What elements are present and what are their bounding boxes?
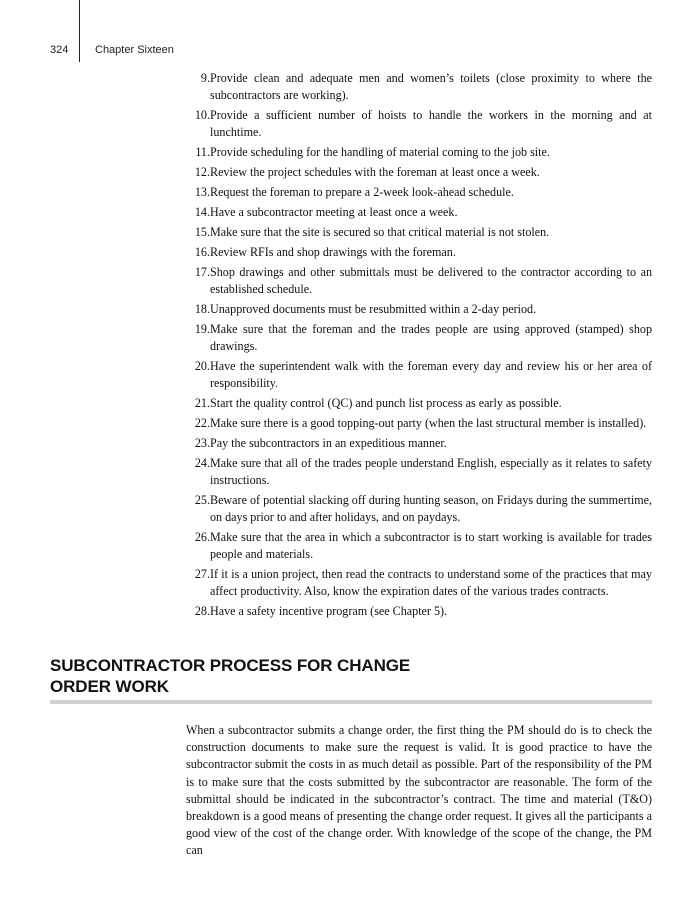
recommendation-list (186, 70, 652, 623)
list-item (186, 301, 652, 318)
chapter-title: Chapter Sixteen (95, 44, 174, 56)
list-item-text: Have a safety incentive program (see Chapter 5). (210, 604, 448, 618)
list-item (186, 244, 652, 261)
list-item-number: 17. (194, 265, 210, 279)
list-item-text: Request the foreman to prepare a 2-week look-ahead schedule. (210, 185, 514, 199)
list-item-text: Make sure that the area in which a subcontractor is to start working is available for trades people and materials. (210, 530, 652, 561)
list-item-number: 28. (194, 604, 210, 618)
list-item-number: 10. (194, 108, 210, 122)
list-item-number: 22. (194, 416, 210, 430)
header-vertical-rule (79, 0, 80, 62)
list-item (186, 435, 652, 452)
list-item-number: 16. (194, 245, 210, 259)
list-item-text: Make sure that the foreman and the trades people are using approved (stamped) shop drawings. (210, 322, 652, 353)
list-item (186, 492, 652, 526)
list-item (186, 70, 652, 104)
list-item (186, 264, 652, 298)
body-paragraph: When a subcontractor submits a change order, the first thing the PM should do is to check the construction documents to make sure the request is valid. It is good practice to have the subcontractor submit the costs in as much detail as possible. Part of the responsibility of the PM is to make sure that the costs submitted by the subcontractor are reasonable. The form of the submittal should be indicated in the subcontractor’s contract. The time and material (T&O) breakdown is a good means of presenting the change order request. It gives all the participants a good view of the cost of the change order. With knowledge of the scope of the change, the PM can (186, 723, 652, 858)
list-item-text: Make sure there is a good topping-out party (when the last structural member is installed). (210, 416, 647, 430)
list-item (186, 603, 652, 620)
section-heading-line-1: SUBCONTRACTOR PROCESS FOR CHANGE (50, 656, 411, 675)
page-number: 324 (50, 44, 69, 56)
heading-divider (50, 700, 652, 704)
list-item (186, 566, 652, 600)
list-item-text: Beware of potential slacking off during hunting season, on Fridays during the summertime, on days prior to and after holidays, and on paydays. (210, 493, 652, 524)
list-item-text: Start the quality control (QC) and punch list process as early as possible. (210, 396, 562, 410)
list-item-number: 24. (194, 456, 210, 470)
list-item-number: 12. (194, 165, 210, 179)
list-item-text: Shop drawings and other submittals must be delivered to the contractor according to an established schedule. (210, 265, 652, 296)
list-item-number: 26. (194, 530, 210, 544)
list-item (186, 415, 652, 432)
list-item-number: 11. (195, 145, 210, 159)
list-item (186, 224, 652, 241)
list-item-text: Review RFIs and shop drawings with the foreman. (210, 245, 456, 259)
list-item-text: Pay the subcontractors in an expeditious manner. (210, 436, 447, 450)
list-item-text: Provide clean and adequate men and women’s toilets (close proximity to where the subcontractors are working). (210, 71, 652, 102)
list-item-text: If it is a union project, then read the contracts to understand some of the practices that may affect productivity. Also, know the expiration dates of the various trades contracts. (210, 567, 652, 598)
list-item-text: Make sure that all of the trades people understand English, especially as it relates to safety instructions. (210, 456, 652, 487)
list-item-number: 13. (194, 185, 210, 199)
section-heading-line-2: ORDER WORK (50, 677, 169, 696)
list-item (186, 321, 652, 355)
list-item-number: 23. (194, 436, 210, 450)
list-item-text: Provide a sufficient number of hoists to handle the workers in the morning and at lunchtime. (210, 108, 652, 139)
list-item (186, 107, 652, 141)
list-item (186, 144, 652, 161)
list-item-number: 19. (194, 322, 210, 336)
list-item-text: Have a subcontractor meeting at least once a week. (210, 205, 458, 219)
list-item (186, 529, 652, 563)
list-item (186, 395, 652, 412)
list-item-number: 25. (194, 493, 210, 507)
list-item (186, 164, 652, 181)
list-item-number: 21. (194, 396, 210, 410)
list-item-number: 14. (194, 205, 210, 219)
list-item-number: 15. (194, 225, 210, 239)
list-item (186, 204, 652, 221)
list-item-text: Have the superintendent walk with the foreman every day and review his or her area of responsibility. (210, 359, 652, 390)
list-item (186, 358, 652, 392)
list-item-number: 27. (194, 567, 210, 581)
list-item-text: Review the project schedules with the foreman at least once a week. (210, 165, 540, 179)
list-item (186, 455, 652, 489)
list-item-number: 20. (194, 359, 210, 373)
list-item-text: Make sure that the site is secured so that critical material is not stolen. (210, 225, 550, 239)
list-item-text: Provide scheduling for the handling of material coming to the job site. (210, 145, 550, 159)
list-item-text: Unapproved documents must be resubmitted within a 2-day period. (210, 302, 537, 316)
section-heading (50, 655, 652, 697)
list-item-number: 9. (200, 71, 210, 85)
list-item-number: 18. (194, 302, 210, 316)
list-item (186, 184, 652, 201)
